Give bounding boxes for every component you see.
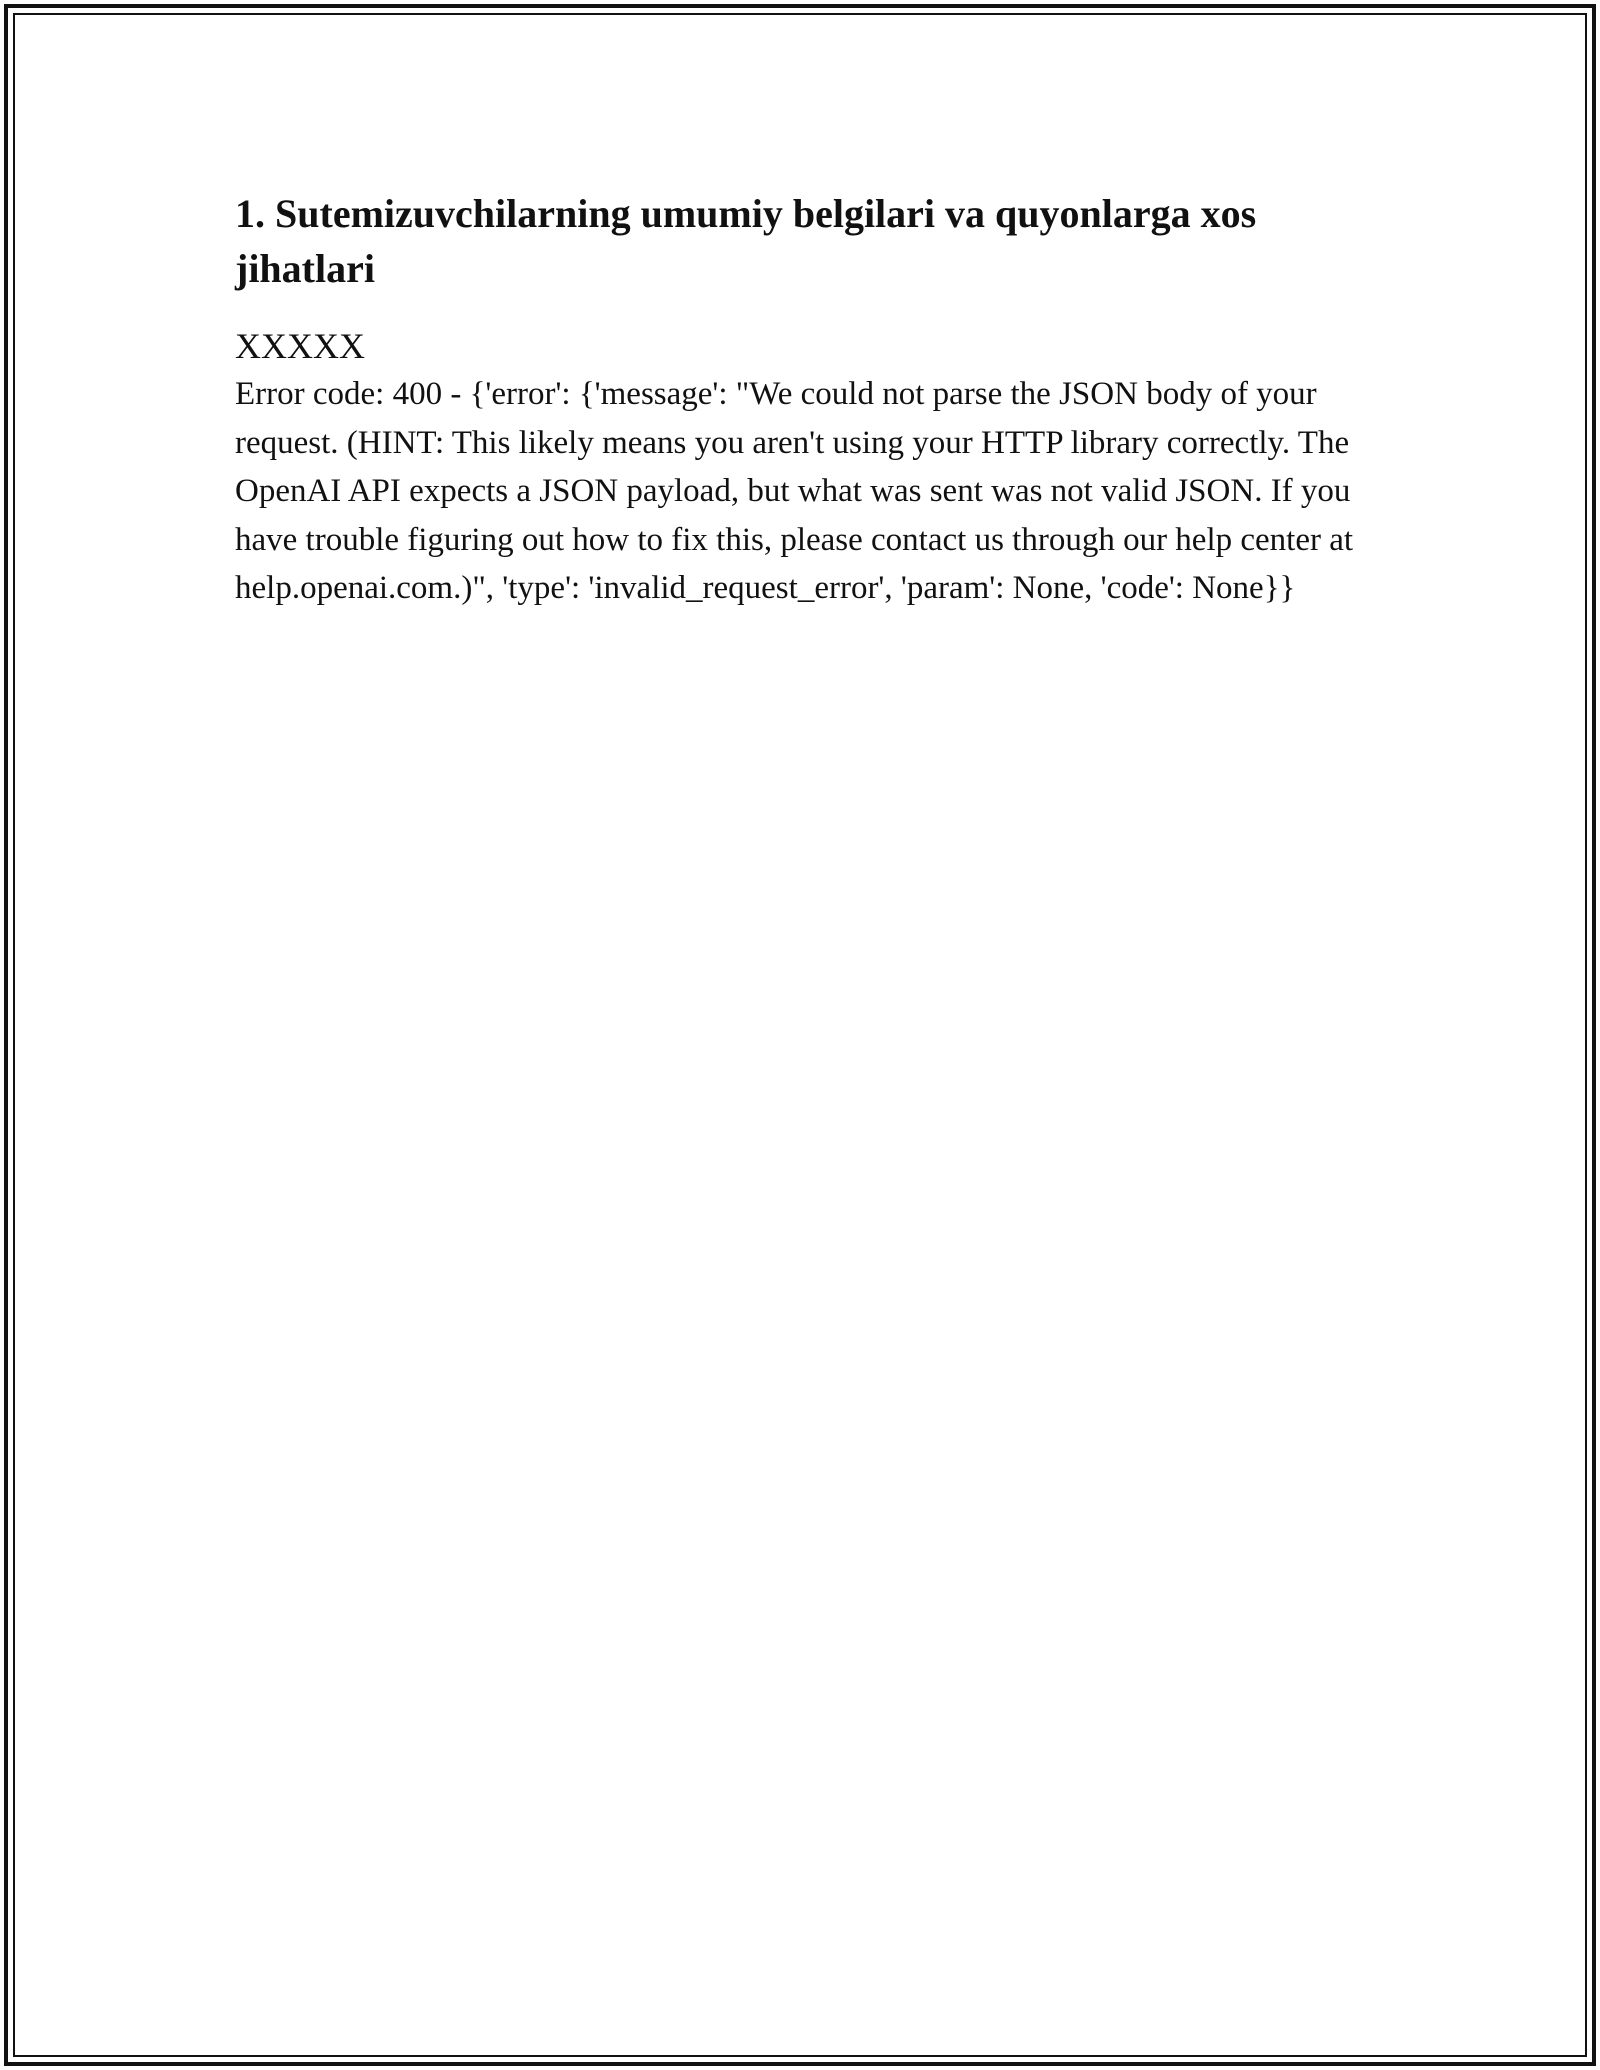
document-content bbox=[235, 186, 1375, 613]
error-message-paragraph: Error code: 400 - {'error': {'message': "We could not parse the JSON body of your request. (HINT: This likely means you aren't using your HTTP library correctly. The OpenAI API expects a JSON payload, but what was sent was not valid JSON. If you have trouble figuring out how to fix this, please contact us through our help center at help.openai.com.)", 'type': 'invalid_request_error', 'param': None, 'code': None}} bbox=[235, 376, 1354, 606]
section-heading: 1. Sutemizuvchilarning umumiy belgilari va quyonlarga xos jihatlari bbox=[235, 191, 1257, 291]
placeholder-subtitle: XXXXX bbox=[235, 326, 365, 366]
